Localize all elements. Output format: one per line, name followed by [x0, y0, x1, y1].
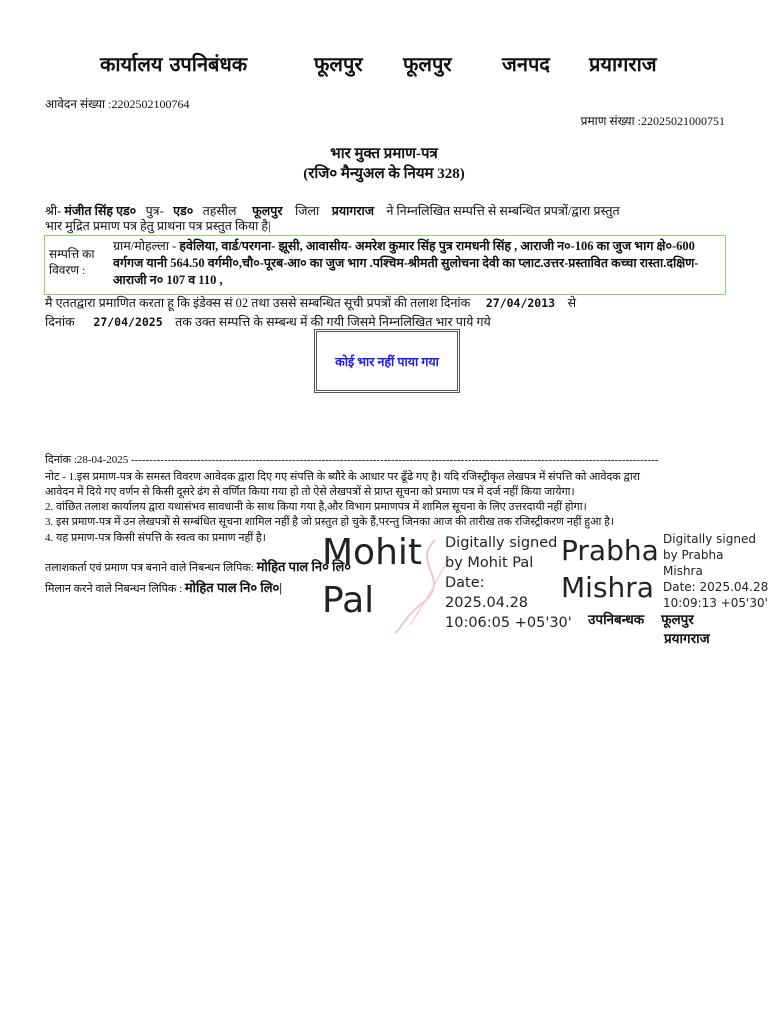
- certificate-title: भार मुक्त प्रमाण-पत्र: [330, 146, 438, 162]
- search-clerk-line: [45, 557, 351, 575]
- district-name: प्रयागराज: [589, 52, 657, 76]
- search-start-date: 27/04/2013: [485, 296, 556, 310]
- father-name: एड०: [173, 204, 194, 218]
- no-encumbrance-box: [314, 329, 460, 393]
- signature1-time: 10:06:05 +05'30': [445, 615, 572, 631]
- search-end-date: 27/04/2025: [93, 315, 163, 329]
- property-details: हवेलिया, वार्ड/परगना- झूसी, आवासीय- अमरेश कुमार सिंह पुत्र रामधनी सिंह , आराजी न०-106 का जुज भाग क्षे०-600 वर्गगज यानी 564.50 वर्गमी०,चौ०-पूरब-आ० का जुज भाग .पश्चिम-श्रीमती सुलोचना देवी का प्लाट.उत्तर-प्रस्तावित कच्चा रास्ता.दक्षिण-आराजी न० 107 व 110 ,: [113, 239, 699, 287]
- signature2-date: Date: 2025.04.28: [663, 580, 768, 594]
- signature1-date-label: Date:: [445, 575, 485, 591]
- certificate-number: प्रमाण संख्या :22025021000751: [580, 114, 725, 128]
- verify-clerk-label: मिलान करने वाले निबन्धन लिपिक :: [45, 583, 183, 595]
- search-clerk-name: मोहित पाल नि० लि०: [256, 559, 352, 574]
- applicant-text: ने निम्नलिखित सम्पत्ति से सम्बन्धित प्रपत्रों/द्वारा प्रस्तुत: [386, 204, 620, 218]
- signature2-signed-line3: Mishra: [663, 564, 703, 578]
- signature1-date: 2025.04.28: [445, 595, 529, 611]
- certify-line-2: [45, 313, 491, 330]
- certify-line-1: [45, 294, 576, 311]
- certify-date-label: दिनांक: [45, 315, 75, 329]
- district-label: जनपद: [502, 52, 550, 76]
- certificate-subtitle: (रजि० मैन्युअल के नियम 328): [303, 166, 465, 182]
- note-2: 2. वांछित तलाश कार्यालय द्वारा यथासंभव सावधानी के साथ किया गया है,और विभाग प्रमाणपत्र में शामिल सूचना के लिए उत्तरदायी नहीं होगा।: [45, 501, 587, 513]
- registrar-district: प्रयागराज: [664, 631, 710, 646]
- note-3: 3. इस प्रमाण-पत्र में उन लेखपत्रों से सम्बंधित सूचना शामिल नहीं है जो प्रस्तुत हो चुके हैं,परन्तु जिनका आज की तारीख तक रजिस्ट्रीकरण नहीं हुआ है।: [45, 516, 615, 528]
- signature1-name-first: Mohit: [322, 532, 423, 573]
- issue-date-line: दिनांक :28-04-2025 ------------------------------------------------------------------------------------------------------------------------------------------------: [45, 454, 659, 466]
- no-encumbrance-text: कोई भार नहीं पाया गया: [335, 354, 439, 369]
- certify-result-text: तक उक्त सम्पत्ति के सम्बन्ध में की गयी जिसमे निम्नलिखित भार पाये गये: [175, 315, 491, 329]
- search-clerk-label: तलाशकर्ता एवं प्रमाण पत्र बनाने वाले निबन्धन लिपिक:: [45, 562, 254, 574]
- signature2-name-first: Prabha: [561, 534, 659, 567]
- signature1-signed-line1: Digitally signed: [445, 535, 558, 551]
- tehsil-label: तहसील: [202, 204, 237, 218]
- verify-clerk-line: [45, 578, 282, 596]
- registrar-designation-line: [588, 610, 694, 628]
- registrar-place: फूलपुर: [661, 612, 694, 627]
- applicant-tehsil: फूलपुर: [252, 204, 283, 218]
- son-of-label: पुत्र-: [145, 204, 164, 218]
- applicant-prefix: श्री-: [45, 204, 62, 218]
- tehsil-name: फूलपुर: [403, 52, 452, 76]
- signature2-name-last: Mishra: [561, 571, 654, 604]
- certify-from: से: [567, 296, 577, 310]
- application-number: आवेदन संख्या :2202502100764: [45, 97, 190, 111]
- registrar-designation: उपनिबन्धक: [588, 612, 645, 627]
- signature1-details: [445, 533, 572, 633]
- certify-text: मै एततद्वारा प्रमाणित करता हू कि इंडेक्स सं 02 तथा उससे सम्बन्धित सूची प्रपत्रों की तलाश दिनांक: [45, 296, 471, 310]
- applicant-district-label: जिला: [294, 204, 320, 218]
- verify-clerk-name: मोहित पाल नि० लि०|: [184, 580, 283, 595]
- signature1-name-last: Pal: [322, 580, 375, 621]
- applicant-name: मंजीत सिंह एड०: [64, 204, 137, 218]
- note-1: नोट - 1.इस प्रमाण-पत्र के समस्त विवरण आवेदक द्वारा दिए गए संपत्ति के ब्यौरे के आधार पर ढूँढे गए है। यदि रजिस्ट्रीकृत लेखपत्र में संपत्ति को आवेदक द्वारा: [45, 471, 641, 483]
- property-prefix: ग्राम/मोहल्ला -: [113, 239, 177, 253]
- property-description: [113, 238, 721, 289]
- property-label: सम्पत्ति का विवरण :: [49, 247, 95, 277]
- applicant-district: प्रयागराज: [331, 204, 374, 218]
- signature2-details: [663, 531, 768, 611]
- note-4: 4. यह प्रमाण-पत्र किसी संपत्ति के स्वत्व का प्रमाण नहीं है।: [45, 532, 266, 544]
- office-title: कार्यालय उपनिबंधक: [100, 52, 248, 76]
- property-details-box: [44, 235, 726, 295]
- signature2-signed-line2: by Prabha: [663, 548, 724, 562]
- note-1-continued: आवेदन में दिये गए वर्णन से किसी दूसरे ढंग से वर्णित किया गया हो तो ऐसे लेखपत्रों से प्राप्त सूचना को प्रमाण पत्र में दर्ज नहीं किया जायेगा।: [45, 486, 575, 498]
- signature1-signed-line2: by Mohit Pal: [445, 555, 534, 571]
- signature2-time: 10:09:13 +05'30': [663, 596, 768, 610]
- signature2-signed-line1: Digitally signed: [663, 532, 756, 546]
- office-place: फूलपुर: [314, 52, 363, 76]
- applicant-text-continued: भार मुद्रित प्रमाण पत्र हेतु प्राथना पत्र प्रस्तुत किया है|: [45, 219, 271, 233]
